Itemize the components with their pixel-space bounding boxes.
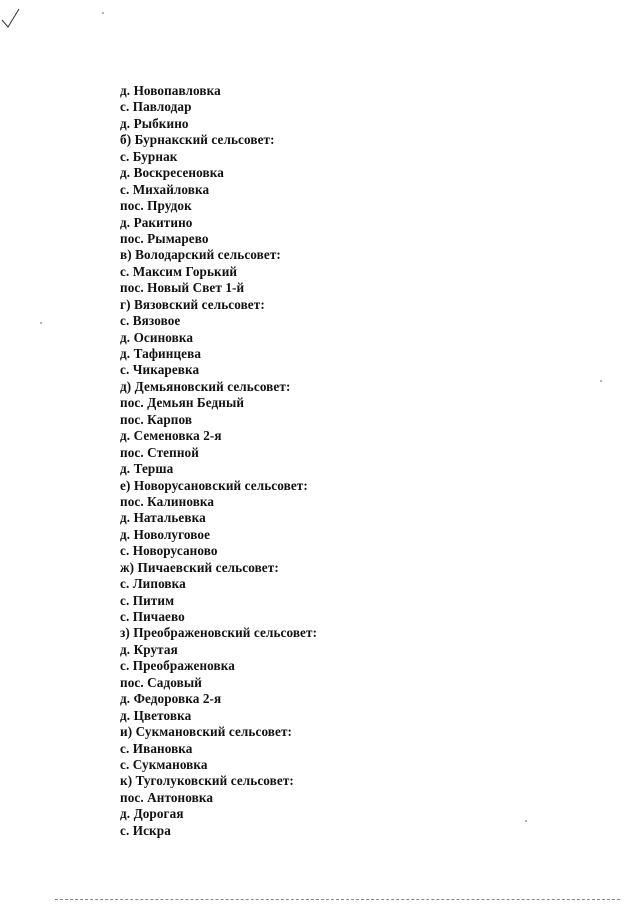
list-item: б) Бурнакский сельсовет: <box>120 132 275 148</box>
scan-speck <box>102 12 104 14</box>
list-item: к) Туголуковский сельсовет: <box>120 773 294 789</box>
list-item: д. Крутая <box>120 641 178 657</box>
pen-mark <box>0 0 40 40</box>
list-item: пос. Прудок <box>120 198 192 214</box>
list-item: д. Рыбкино <box>120 115 189 131</box>
list-item: д. Федоровка 2-я <box>120 691 222 707</box>
list-item: и) Сукмановский сельсовет: <box>120 724 293 740</box>
list-item: с. Искра <box>120 822 171 838</box>
list-item: д. Цветовка <box>120 707 192 723</box>
list-item: с. Пичаево <box>120 609 185 624</box>
settlement-list <box>120 83 317 839</box>
list-item: д. Терша <box>120 461 174 477</box>
list-item: д. Семеновка 2-я <box>120 428 222 444</box>
list-item: пос. Степной <box>120 444 199 460</box>
list-item: с. Новорусаново <box>120 543 218 559</box>
list-item: пос. Антоновка <box>120 789 214 805</box>
list-item: ж) Пичаевский сельсовет: <box>120 559 279 575</box>
list-item: с. Бурнак <box>120 148 178 164</box>
scan-speck <box>600 380 602 382</box>
list-item: с. Преображеновка <box>120 658 235 674</box>
scan-speck <box>40 322 42 324</box>
list-item: д. Ракитино <box>120 214 193 230</box>
list-item: с. Ивановка <box>120 740 193 756</box>
list-item: с. Липовка <box>120 576 186 592</box>
list-item: с. Вязовое <box>120 313 181 329</box>
list-item: в) Володарский сельсовет: <box>120 247 281 263</box>
list-item: е) Новорусановский сельсовет: <box>120 477 308 493</box>
list-item: с. Сукмановка <box>120 756 208 772</box>
list-item: с. Чикаревка <box>120 362 200 378</box>
list-item: з) Преображеновский сельсовет: <box>120 625 318 641</box>
list-item: пос. Карпов <box>120 411 193 427</box>
list-item: пос. Калиновка <box>120 493 215 509</box>
list-item: г) Вязовский сельсовет: <box>120 296 265 312</box>
list-item: д. Новопавловка <box>120 83 221 98</box>
list-item: пос. Демьян Бедный <box>120 395 245 411</box>
list-item: пос. Рымарево <box>120 230 209 246</box>
list-item: с. Максим Горький <box>120 263 238 279</box>
list-item: д) Демьяновский сельсовет: <box>120 378 291 394</box>
list-item: д. Воскресеновка <box>120 165 224 181</box>
list-item: с. Михайловка <box>120 181 210 197</box>
list-item: д. Дорогая <box>120 806 184 822</box>
list-item: с. Павлодар <box>120 99 192 115</box>
list-item: д. Натальевка <box>120 510 206 526</box>
list-item: пос. Новый Свет 1-й <box>120 280 245 296</box>
list-item: с. Питим <box>120 592 175 608</box>
scan-bottom-edge <box>55 899 620 900</box>
list-item: д. Тафинцева <box>120 346 202 361</box>
scan-speck <box>525 820 527 822</box>
list-item: д. Осиновка <box>120 329 194 345</box>
list-item: пос. Садовый <box>120 674 202 690</box>
list-item: д. Новолуговое <box>120 526 211 542</box>
